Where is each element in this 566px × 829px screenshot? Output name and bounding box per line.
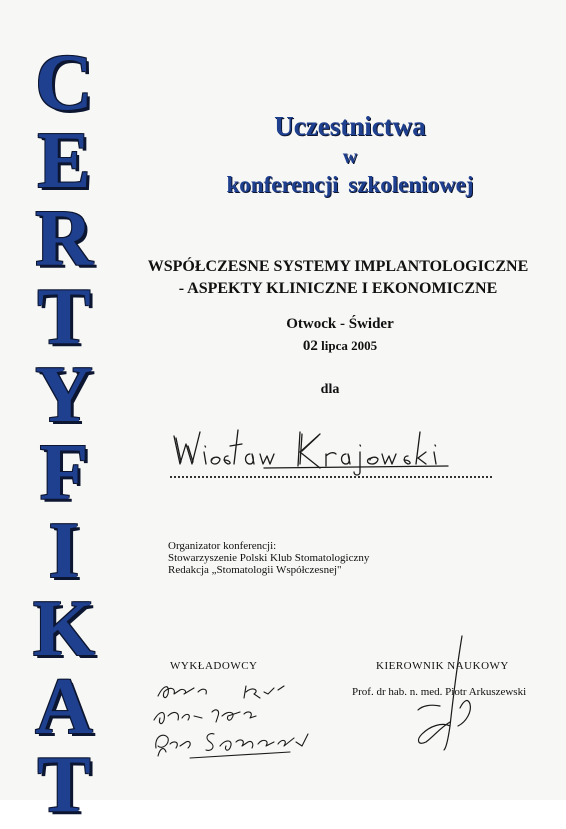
conference-date [160,336,520,356]
name-dotted-line [170,476,492,478]
vertical-title-letter: Y [35,351,93,439]
conference-date-day: 02 [302,338,318,354]
conference-title-line2: - ASPEKTY KLINICZNE I EKONOMICZNE [178,280,498,297]
organizer-line2: Redakcja „Stomatologii Współczesnej" [168,564,342,576]
for-label: dla [320,382,340,397]
vertical-title [22,39,106,829]
recipient-name-handwritten [168,424,490,480]
organizer-label: Organizator konferencji: [168,540,277,552]
conference-title-line1: WSPÓŁCZESNE SYSTEMY IMPLANTOLOGICZNE [147,258,529,275]
organizer-block [168,540,498,576]
heading-in: w [342,146,358,168]
vertical-title-letter: C [35,39,93,127]
conference-date-rest: lipca 2005 [321,338,378,353]
certificate-heading [150,108,550,200]
heading-participation: Uczestnictwa [274,111,426,141]
director-label: KIEROWNIK NAUKOWY [376,660,509,672]
lecturers-label: WYKŁADOWCY [170,660,258,672]
conference-title [118,256,558,300]
conference-place: Otwock - Świder [286,316,394,332]
vertical-title-letter: I [48,507,80,595]
vertical-title-letter: R [35,195,93,283]
vertical-title-letter: T [37,741,91,829]
lecturers-signatures [150,676,340,776]
director-signature [400,630,490,760]
vertical-title-letter: T [37,273,91,361]
vertical-title-letter: E [37,117,91,205]
organizer-line1: Stowarzyszenie Polski Klub Stomatologiczny [168,552,370,564]
vertical-title-letter: K [32,585,96,673]
director-name: Prof. dr hab. n. med. Piotr Arkuszewski [352,686,527,698]
vertical-title-letter: F [39,429,89,517]
heading-conference: konferencji szkoleniowej [226,172,474,197]
vertical-title-letter: A [35,663,93,751]
